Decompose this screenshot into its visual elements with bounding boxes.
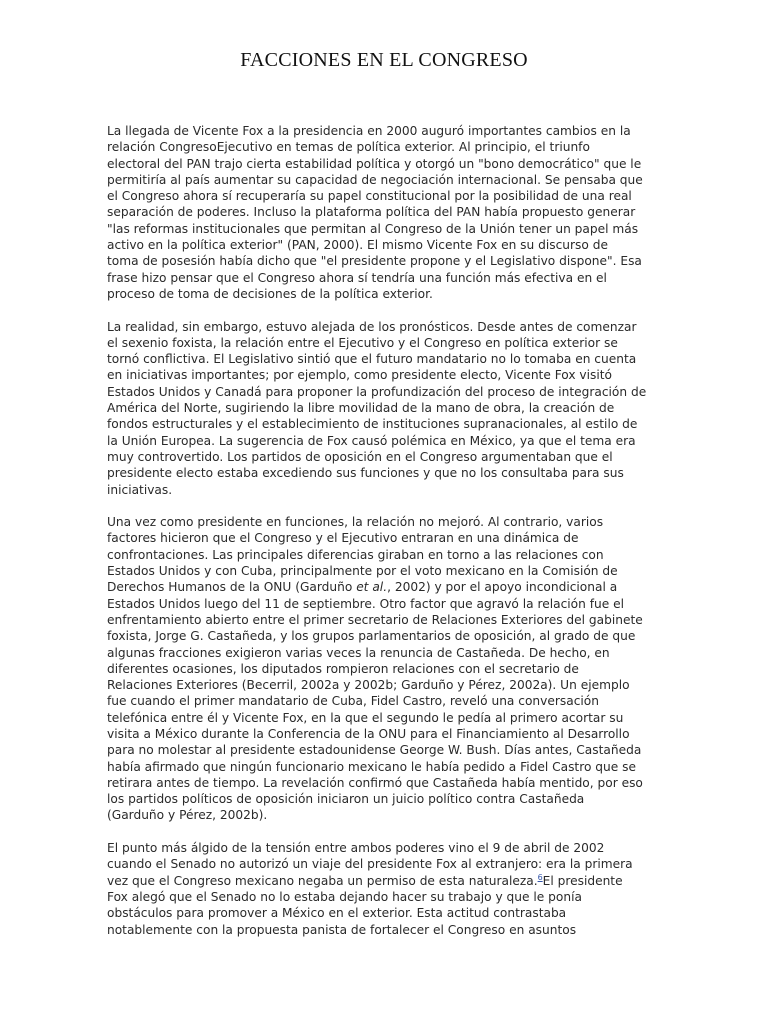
footnote-link[interactable]: 6 xyxy=(537,872,543,882)
paragraph xyxy=(107,319,657,498)
text-line: El punto más álgido de la tensión entre ambos poderes vino el 9 de abril de 2002 xyxy=(107,841,605,856)
text-line: La realidad, sin embargo, estuvo alejada de los pronósticos. Desde antes de comenzar xyxy=(107,319,637,334)
text-line: presidente electo estaba excediendo sus funciones y que no los consultaba para sus xyxy=(107,466,624,481)
paragraph xyxy=(107,123,657,302)
text-line: permitiría al país aumentar su capacidad de negociación internacional. Se pensaba que xyxy=(107,172,643,187)
text-line: Estados Unidos y Canadá para proponer la profundización del proceso de integración de xyxy=(107,384,647,399)
text-line: para no molestar al presidente estadounidense George W. Bush. Días antes, Castañeda xyxy=(107,743,642,758)
text-line: notablemente con la propuesta panista de fortalecer el Congreso en asuntos xyxy=(107,922,577,937)
document-body xyxy=(107,123,657,954)
text-line: tornó conflictiva. El Legislativo sintió que el futuro mandatario no lo tomaba en cuenta xyxy=(107,352,637,367)
text-line: iniciativas. xyxy=(107,482,173,497)
text-line: frase hizo pensar que el Congreso ahora sí tendría una función más efectiva en el xyxy=(107,270,607,285)
text-line: La llegada de Vicente Fox a la presidencia en 2000 auguró importantes cambios en la xyxy=(107,124,631,138)
text-line: fondos estructurales y el establecimiento de instituciones supranacionales, al estilo de xyxy=(107,417,638,432)
text-line: "las reformas institucionales que permitan al Congreso de la Unión tener un papel más xyxy=(107,221,639,236)
text-line: los partidos políticos de oposición iniciaron un juicio político contra Castañeda xyxy=(107,792,585,807)
text-line: Derechos Humanos de la ONU (Garduño et al., 2002) y por el apoyo incondicional a xyxy=(107,580,618,595)
paragraph xyxy=(107,840,657,938)
footnote-continuation: El presidente xyxy=(542,873,623,888)
text-line: enfrentamiento abierto entre el primer secretario de Relaciones Exteriores del gabinete xyxy=(107,612,643,627)
paragraph xyxy=(107,514,657,824)
text-line: vez que el Congreso mexicano negaba un permiso de esta naturaleza.$^6$El presidente xyxy=(107,872,623,888)
text-line: telefónica entre él y Vicente Fox, en la que el segundo le pedía al primero acortar su xyxy=(107,710,624,725)
text-line: Estados Unidos y con Cuba, principalmente por el voto mexicano en la Comisión de xyxy=(107,564,618,579)
text-line: separación de poderes. Incluso la plataforma política del PAN había propuesto generar xyxy=(107,205,636,220)
text-line: Fox alegó que el Senado no lo estaba dejando hacer su trabajo y que le ponía xyxy=(107,889,582,904)
text-line: activo en la política exterior" (PAN, 2000). El mismo Vicente Fox en su discurso de xyxy=(107,238,608,253)
text-line: la Unión Europea. La sugerencia de Fox causó polémica en México, ya que el tema era xyxy=(107,433,636,448)
text-line: en iniciativas importantes; por ejemplo, como presidente electo, Vicente Fox visitó xyxy=(107,368,613,383)
text-line: confrontaciones. Las principales diferencias giraban en torno a las relaciones con xyxy=(107,547,604,562)
text-line: Una vez como presidente en funciones, la relación no mejoró. Al contrario, varios xyxy=(107,515,604,530)
text-line: diferentes ocasiones, los diputados rompieron relaciones con el secretario de xyxy=(107,661,579,676)
text-line: (Garduño y Pérez, 2002b). xyxy=(107,808,268,823)
text-line: muy controvertido. Los partidos de oposición en el Congreso argumentaban que el xyxy=(107,449,613,464)
italic-et-al: et al. xyxy=(356,580,388,595)
text-line: relación CongresoEjecutivo en temas de política exterior. Al principio, el triunfo xyxy=(107,140,590,155)
text-line: proceso de toma de decisiones de la política exterior. xyxy=(107,286,433,301)
text-line: cuando el Senado no autorizó un viaje del presidente Fox al extranjero: era la primera xyxy=(107,857,633,872)
text-line: electoral del PAN trajo cierta estabilidad política y otorgó un "bono democrático" que le xyxy=(107,156,642,171)
text-line: algunas fracciones exigieron varias veces la renuncia de Castañeda. De hecho, en xyxy=(107,645,610,660)
text-line: Relaciones Exteriores (Becerril, 2002a y 2002b; Garduño y Pérez, 2002a). Un ejemplo xyxy=(107,678,630,693)
text-line: factores hicieron que el Congreso y el Ejecutivo entraran en una dinámica de xyxy=(107,531,579,546)
text-line: retirara antes de tiempo. La revelación confirmó que Castañeda había mentido, por eso xyxy=(107,775,643,790)
text-line: América del Norte, sugiriendo la libre movilidad de la mano de obra, la creación de xyxy=(107,401,615,416)
text-line: toma de posesión había dicho que "el presidente propone y el Legislativo dispone". Esa xyxy=(107,254,642,269)
text-line: había afirmado que ningún funcionario mexicano le había pedido a Fidel Castro que se xyxy=(107,759,636,774)
text-line: Estados Unidos luego del 11 de septiembre. Otro factor que agravó la relación fue el xyxy=(107,596,624,611)
text-line: fue cuando el primer mandatario de Cuba, Fidel Castro, reveló una conversación xyxy=(107,694,599,709)
text-line: visita a México durante la Conferencia de la ONU para el Financiamiento al Desarrollo xyxy=(107,726,630,741)
text-line: foxista, Jorge G. Castañeda, y los grupos parlamentarios de oposición, al grado de que xyxy=(107,629,636,644)
text-line: el Congreso ahora sí recuperaría su papel constitucional por la posibilidad de una real xyxy=(107,189,632,204)
text-line: el sexenio foxista, la relación entre el Ejecutivo y el Congreso en política exterior se xyxy=(107,335,618,350)
page-title: FACCIONES EN EL CONGRESO xyxy=(240,49,528,71)
text-line: obstáculos para promover a México en el exterior. Esta actitud contrastaba xyxy=(107,906,567,921)
